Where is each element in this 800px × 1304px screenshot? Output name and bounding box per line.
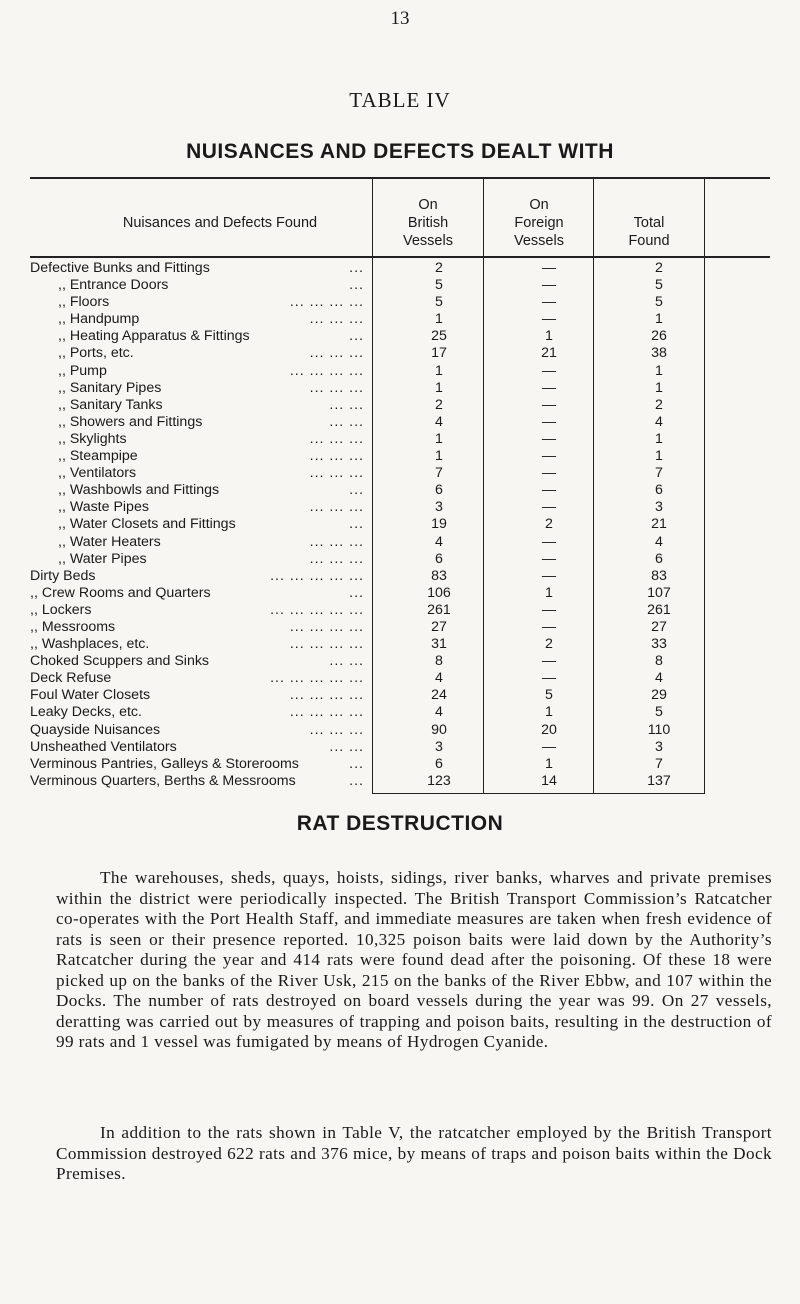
table-row: ,, Waste Pipes ... ... ... 3 — 3	[58, 499, 663, 516]
table-row: ,, Ventilators ... ... ... 7 — 7	[58, 465, 663, 482]
table-row: ,, Ports, etc. ... ... ... 17 21 38	[58, 345, 667, 362]
table-row: ,, Pump ... ... ... ... 1 — 1	[58, 362, 663, 379]
table-row: ,, Handpump ... ... ... 1 — 1	[58, 311, 663, 328]
table-top-rule	[30, 177, 770, 179]
page-number: 13	[390, 8, 410, 29]
table-row: ,, Steampipe ... ... ... 1 — 1	[58, 448, 663, 465]
table-row: ,, Skylights ... ... ... 1 — 1	[58, 430, 663, 447]
table-row: ,, Water Pipes ... ... ... 6 — 6	[58, 550, 663, 567]
table-row: ,, Washplaces, etc. ... ... ... ... 31 2 33	[30, 636, 667, 653]
header-total: Total Found	[628, 215, 670, 249]
table-bottom-rule	[372, 793, 705, 794]
table-row: Choked Scuppers and Sinks ... ... 8 — 8	[30, 653, 663, 670]
table-row: Verminous Pantries, Galleys & Storerooms ... 6 1 7	[30, 755, 663, 772]
header-nuisances: Nuisances and Defects Found	[122, 215, 318, 231]
table-row: ,, Washbowls and Fittings ... 6 — 6	[58, 482, 663, 499]
table-row: Deck Refuse ... ... ... ... ... 4 — 4	[30, 670, 663, 687]
header-british: On British Vessels	[403, 197, 453, 249]
table-row: ,, Sanitary Pipes ... ... ... 1 — 1	[58, 379, 663, 396]
table-row: Defective Bunks and Fittings ... 2 — 2	[30, 260, 663, 276]
rat-paragraph-1: The warehouses, sheds, quays, hoists, sidings, river banks, wharves and private premises within the district were periodically inspected. The British Transport Commission’s Ratcatcher co-operates with the Port Health Staff, and immediate measures are taken when fresh evidence of rats is seen or their presence reported. 10,325 poison baits were laid down by the Authority’s Ratcatcher during the year and 414 rats were found dead after the poisoning. Of these 18 were picked up on the banks of the River Usk, 215 on the banks of the River Ebbw, and 107 within the Docks. The number of rats destroyed on board vessels during the year was 99. On 27 vessels, deratting was carried out by measures of trapping and poison baits, resulting in the destruction of 99 rats and 1 vessel was fumigated by means of Hydrogen Cyanide.	[56, 868, 772, 1051]
table-row: ,, Sanitary Tanks ... ... 2 — 2	[58, 396, 663, 413]
rat-paragraph-2: In addition to the rats shown in Table V, the ratcatcher employed by the British Transport Commission destroyed 622 rats and 376 mice, by means of traps and poison baits within the Dock Premises.	[56, 1123, 772, 1183]
table-row: ,, Water Heaters ... ... ... 4 — 4	[58, 533, 663, 550]
table-row: ,, Lockers ... ... ... ... ... 261 — 261	[30, 601, 671, 618]
table-row: ,, Floors ... ... ... ... 5 — 5	[58, 294, 663, 311]
table-row: Quayside Nuisances ... ... ... 90 20 110	[30, 721, 671, 738]
table-body	[30, 260, 720, 790]
table-row: ,, Showers and Fittings ... ... 4 — 4	[58, 413, 663, 430]
table-row: Foul Water Closets ... ... ... ... 24 5 29	[30, 687, 667, 704]
rat-destruction-title: RAT DESTRUCTION	[296, 812, 504, 835]
table-row: ,, Heating Apparatus & Fittings ... 25 1 26	[58, 328, 667, 345]
header-foreign: On Foreign Vessels	[514, 197, 564, 249]
table-row: ,, Crew Rooms and Quarters ... 106 1 107	[30, 584, 671, 601]
table-header-rule	[30, 256, 770, 258]
table-row: ,, Messrooms ... ... ... ... 27 — 27	[30, 618, 667, 635]
table-row: Verminous Quarters, Berths & Messrooms ... 123 14 137	[30, 772, 671, 789]
nuisances-title: NUISANCES AND DEFECTS DEALT WITH	[186, 140, 614, 163]
table-row: ,, Water Closets and Fittings ... 19 2 21	[58, 516, 667, 533]
table-label: TABLE IV	[349, 88, 451, 112]
table-row: Unsheathed Ventilators ... ... 3 — 3	[30, 738, 663, 755]
table-row: Dirty Beds ... ... ... ... ... 83 — 83	[30, 567, 667, 584]
table-row: ,, Entrance Doors ... 5 — 5	[58, 277, 663, 294]
table-row: Leaky Decks, etc. ... ... ... ... 4 1 5	[30, 704, 663, 721]
